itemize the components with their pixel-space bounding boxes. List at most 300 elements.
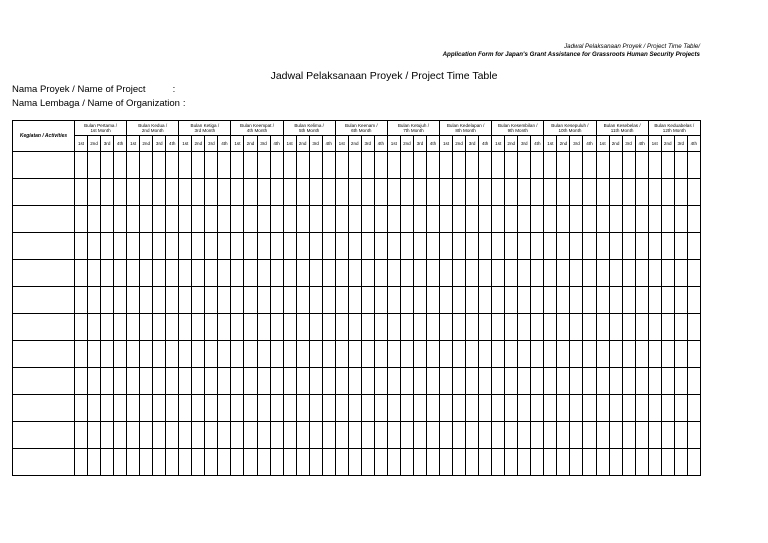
activity-cell[interactable] — [13, 179, 75, 206]
schedule-cell[interactable] — [609, 314, 622, 341]
schedule-cell[interactable] — [88, 287, 101, 314]
schedule-cell[interactable] — [205, 422, 218, 449]
schedule-cell[interactable] — [400, 395, 413, 422]
schedule-cell[interactable] — [492, 206, 505, 233]
schedule-cell[interactable] — [531, 449, 544, 476]
schedule-cell[interactable] — [374, 287, 387, 314]
schedule-cell[interactable] — [426, 395, 439, 422]
schedule-cell[interactable] — [127, 233, 140, 260]
schedule-cell[interactable] — [400, 449, 413, 476]
schedule-cell[interactable] — [596, 233, 609, 260]
schedule-cell[interactable] — [648, 287, 661, 314]
schedule-cell[interactable] — [205, 233, 218, 260]
schedule-cell[interactable] — [687, 179, 700, 206]
schedule-cell[interactable] — [218, 422, 231, 449]
schedule-cell[interactable] — [622, 233, 635, 260]
schedule-cell[interactable] — [531, 260, 544, 287]
schedule-cell[interactable] — [518, 287, 531, 314]
schedule-cell[interactable] — [479, 314, 492, 341]
schedule-cell[interactable] — [322, 449, 335, 476]
schedule-cell[interactable] — [231, 206, 244, 233]
schedule-cell[interactable] — [544, 422, 557, 449]
schedule-cell[interactable] — [505, 341, 518, 368]
activity-cell[interactable] — [13, 395, 75, 422]
schedule-cell[interactable] — [374, 368, 387, 395]
schedule-cell[interactable] — [622, 152, 635, 179]
schedule-cell[interactable] — [270, 179, 283, 206]
schedule-cell[interactable] — [153, 152, 166, 179]
schedule-cell[interactable] — [101, 422, 114, 449]
schedule-cell[interactable] — [492, 422, 505, 449]
schedule-cell[interactable] — [544, 287, 557, 314]
schedule-cell[interactable] — [179, 260, 192, 287]
schedule-cell[interactable] — [270, 422, 283, 449]
schedule-cell[interactable] — [635, 395, 648, 422]
schedule-cell[interactable] — [400, 233, 413, 260]
schedule-cell[interactable] — [557, 179, 570, 206]
schedule-cell[interactable] — [257, 287, 270, 314]
schedule-cell[interactable] — [75, 233, 88, 260]
schedule-cell[interactable] — [453, 395, 466, 422]
schedule-cell[interactable] — [361, 233, 374, 260]
schedule-cell[interactable] — [101, 449, 114, 476]
schedule-cell[interactable] — [596, 179, 609, 206]
schedule-cell[interactable] — [518, 152, 531, 179]
schedule-cell[interactable] — [453, 179, 466, 206]
activity-cell[interactable] — [13, 152, 75, 179]
schedule-cell[interactable] — [166, 341, 179, 368]
schedule-cell[interactable] — [596, 341, 609, 368]
schedule-cell[interactable] — [114, 179, 127, 206]
schedule-cell[interactable] — [309, 260, 322, 287]
schedule-cell[interactable] — [361, 422, 374, 449]
schedule-cell[interactable] — [231, 152, 244, 179]
schedule-cell[interactable] — [374, 395, 387, 422]
schedule-cell[interactable] — [622, 287, 635, 314]
schedule-cell[interactable] — [335, 206, 348, 233]
schedule-cell[interactable] — [440, 152, 453, 179]
schedule-cell[interactable] — [101, 179, 114, 206]
schedule-cell[interactable] — [257, 206, 270, 233]
schedule-cell[interactable] — [426, 179, 439, 206]
schedule-cell[interactable] — [348, 422, 361, 449]
schedule-cell[interactable] — [453, 314, 466, 341]
schedule-cell[interactable] — [88, 422, 101, 449]
schedule-cell[interactable] — [687, 368, 700, 395]
schedule-cell[interactable] — [687, 152, 700, 179]
schedule-cell[interactable] — [296, 449, 309, 476]
schedule-cell[interactable] — [179, 395, 192, 422]
schedule-cell[interactable] — [114, 395, 127, 422]
schedule-cell[interactable] — [674, 179, 687, 206]
schedule-cell[interactable] — [322, 395, 335, 422]
schedule-cell[interactable] — [257, 395, 270, 422]
schedule-cell[interactable] — [570, 422, 583, 449]
schedule-cell[interactable] — [635, 422, 648, 449]
schedule-cell[interactable] — [387, 152, 400, 179]
schedule-cell[interactable] — [140, 233, 153, 260]
schedule-cell[interactable] — [531, 179, 544, 206]
schedule-cell[interactable] — [205, 314, 218, 341]
schedule-cell[interactable] — [153, 422, 166, 449]
schedule-cell[interactable] — [166, 314, 179, 341]
schedule-cell[interactable] — [361, 260, 374, 287]
schedule-cell[interactable] — [231, 179, 244, 206]
schedule-cell[interactable] — [609, 179, 622, 206]
schedule-cell[interactable] — [127, 368, 140, 395]
schedule-cell[interactable] — [687, 206, 700, 233]
schedule-cell[interactable] — [205, 287, 218, 314]
schedule-cell[interactable] — [570, 233, 583, 260]
schedule-cell[interactable] — [440, 395, 453, 422]
schedule-cell[interactable] — [361, 341, 374, 368]
schedule-cell[interactable] — [544, 260, 557, 287]
schedule-cell[interactable] — [257, 422, 270, 449]
schedule-cell[interactable] — [374, 341, 387, 368]
schedule-cell[interactable] — [648, 422, 661, 449]
schedule-cell[interactable] — [453, 260, 466, 287]
schedule-cell[interactable] — [270, 368, 283, 395]
schedule-cell[interactable] — [648, 449, 661, 476]
activity-cell[interactable] — [13, 287, 75, 314]
schedule-cell[interactable] — [140, 341, 153, 368]
schedule-cell[interactable] — [531, 152, 544, 179]
schedule-cell[interactable] — [505, 152, 518, 179]
schedule-cell[interactable] — [270, 395, 283, 422]
schedule-cell[interactable] — [348, 152, 361, 179]
schedule-cell[interactable] — [75, 206, 88, 233]
activity-cell[interactable] — [13, 206, 75, 233]
schedule-cell[interactable] — [283, 341, 296, 368]
schedule-cell[interactable] — [518, 314, 531, 341]
schedule-cell[interactable] — [166, 152, 179, 179]
schedule-cell[interactable] — [88, 233, 101, 260]
schedule-cell[interactable] — [335, 395, 348, 422]
schedule-cell[interactable] — [140, 314, 153, 341]
project-name-field[interactable] — [12, 84, 175, 95]
schedule-cell[interactable] — [426, 422, 439, 449]
schedule-cell[interactable] — [648, 260, 661, 287]
schedule-cell[interactable] — [440, 314, 453, 341]
schedule-cell[interactable] — [348, 179, 361, 206]
schedule-cell[interactable] — [479, 449, 492, 476]
schedule-cell[interactable] — [309, 287, 322, 314]
schedule-cell[interactable] — [270, 206, 283, 233]
schedule-cell[interactable] — [75, 422, 88, 449]
schedule-cell[interactable] — [127, 395, 140, 422]
schedule-cell[interactable] — [570, 206, 583, 233]
schedule-cell[interactable] — [426, 233, 439, 260]
schedule-cell[interactable] — [218, 368, 231, 395]
schedule-cell[interactable] — [466, 449, 479, 476]
schedule-cell[interactable] — [609, 395, 622, 422]
schedule-cell[interactable] — [231, 314, 244, 341]
schedule-cell[interactable] — [192, 449, 205, 476]
schedule-cell[interactable] — [270, 233, 283, 260]
schedule-cell[interactable] — [661, 341, 674, 368]
schedule-cell[interactable] — [348, 449, 361, 476]
schedule-cell[interactable] — [296, 395, 309, 422]
schedule-cell[interactable] — [283, 395, 296, 422]
activity-cell[interactable] — [13, 341, 75, 368]
schedule-cell[interactable] — [635, 206, 648, 233]
schedule-cell[interactable] — [648, 368, 661, 395]
schedule-cell[interactable] — [348, 395, 361, 422]
schedule-cell[interactable] — [687, 233, 700, 260]
schedule-cell[interactable] — [296, 287, 309, 314]
schedule-cell[interactable] — [283, 422, 296, 449]
schedule-cell[interactable] — [466, 152, 479, 179]
schedule-cell[interactable] — [140, 395, 153, 422]
schedule-cell[interactable] — [518, 422, 531, 449]
schedule-cell[interactable] — [505, 233, 518, 260]
schedule-cell[interactable] — [192, 368, 205, 395]
schedule-cell[interactable] — [166, 179, 179, 206]
schedule-cell[interactable] — [166, 422, 179, 449]
schedule-cell[interactable] — [466, 179, 479, 206]
schedule-cell[interactable] — [322, 314, 335, 341]
schedule-cell[interactable] — [153, 287, 166, 314]
schedule-cell[interactable] — [544, 233, 557, 260]
schedule-cell[interactable] — [570, 449, 583, 476]
schedule-cell[interactable] — [257, 368, 270, 395]
schedule-cell[interactable] — [231, 260, 244, 287]
schedule-cell[interactable] — [309, 449, 322, 476]
schedule-cell[interactable] — [544, 368, 557, 395]
schedule-cell[interactable] — [466, 233, 479, 260]
schedule-cell[interactable] — [557, 152, 570, 179]
schedule-cell[interactable] — [166, 206, 179, 233]
schedule-cell[interactable] — [179, 422, 192, 449]
schedule-cell[interactable] — [244, 152, 257, 179]
schedule-cell[interactable] — [583, 233, 596, 260]
schedule-cell[interactable] — [453, 287, 466, 314]
schedule-cell[interactable] — [114, 368, 127, 395]
schedule-cell[interactable] — [387, 341, 400, 368]
schedule-cell[interactable] — [387, 233, 400, 260]
schedule-cell[interactable] — [322, 422, 335, 449]
schedule-cell[interactable] — [531, 314, 544, 341]
schedule-cell[interactable] — [661, 314, 674, 341]
schedule-cell[interactable] — [583, 260, 596, 287]
schedule-cell[interactable] — [400, 341, 413, 368]
schedule-cell[interactable] — [518, 206, 531, 233]
schedule-cell[interactable] — [387, 206, 400, 233]
schedule-cell[interactable] — [557, 314, 570, 341]
schedule-cell[interactable] — [492, 152, 505, 179]
schedule-cell[interactable] — [179, 449, 192, 476]
schedule-cell[interactable] — [192, 341, 205, 368]
schedule-cell[interactable] — [426, 152, 439, 179]
schedule-cell[interactable] — [453, 368, 466, 395]
schedule-cell[interactable] — [596, 314, 609, 341]
schedule-cell[interactable] — [205, 368, 218, 395]
schedule-cell[interactable] — [348, 314, 361, 341]
schedule-cell[interactable] — [179, 152, 192, 179]
schedule-cell[interactable] — [609, 341, 622, 368]
schedule-cell[interactable] — [179, 206, 192, 233]
schedule-cell[interactable] — [192, 287, 205, 314]
schedule-cell[interactable] — [387, 368, 400, 395]
schedule-cell[interactable] — [75, 449, 88, 476]
schedule-cell[interactable] — [505, 260, 518, 287]
schedule-cell[interactable] — [127, 260, 140, 287]
schedule-cell[interactable] — [335, 152, 348, 179]
schedule-cell[interactable] — [492, 368, 505, 395]
schedule-cell[interactable] — [296, 341, 309, 368]
schedule-cell[interactable] — [231, 287, 244, 314]
schedule-cell[interactable] — [557, 341, 570, 368]
schedule-cell[interactable] — [348, 260, 361, 287]
schedule-cell[interactable] — [505, 422, 518, 449]
schedule-cell[interactable] — [453, 422, 466, 449]
schedule-cell[interactable] — [296, 206, 309, 233]
schedule-cell[interactable] — [166, 395, 179, 422]
schedule-cell[interactable] — [453, 449, 466, 476]
schedule-cell[interactable] — [335, 422, 348, 449]
schedule-cell[interactable] — [257, 233, 270, 260]
schedule-cell[interactable] — [101, 287, 114, 314]
schedule-cell[interactable] — [231, 341, 244, 368]
schedule-cell[interactable] — [374, 449, 387, 476]
schedule-cell[interactable] — [218, 233, 231, 260]
schedule-cell[interactable] — [492, 233, 505, 260]
schedule-cell[interactable] — [518, 179, 531, 206]
schedule-cell[interactable] — [661, 368, 674, 395]
schedule-cell[interactable] — [309, 179, 322, 206]
schedule-cell[interactable] — [387, 179, 400, 206]
schedule-cell[interactable] — [661, 422, 674, 449]
schedule-cell[interactable] — [466, 341, 479, 368]
schedule-cell[interactable] — [361, 179, 374, 206]
schedule-cell[interactable] — [609, 206, 622, 233]
schedule-cell[interactable] — [661, 449, 674, 476]
activity-cell[interactable] — [13, 260, 75, 287]
schedule-cell[interactable] — [687, 260, 700, 287]
schedule-cell[interactable] — [218, 179, 231, 206]
schedule-cell[interactable] — [387, 260, 400, 287]
schedule-cell[interactable] — [648, 395, 661, 422]
schedule-cell[interactable] — [635, 368, 648, 395]
schedule-cell[interactable] — [361, 449, 374, 476]
schedule-cell[interactable] — [687, 314, 700, 341]
schedule-cell[interactable] — [426, 260, 439, 287]
schedule-cell[interactable] — [492, 179, 505, 206]
schedule-cell[interactable] — [596, 260, 609, 287]
schedule-cell[interactable] — [505, 395, 518, 422]
schedule-cell[interactable] — [674, 287, 687, 314]
schedule-cell[interactable] — [101, 152, 114, 179]
schedule-cell[interactable] — [244, 422, 257, 449]
schedule-cell[interactable] — [544, 341, 557, 368]
activity-cell[interactable] — [13, 314, 75, 341]
schedule-cell[interactable] — [674, 368, 687, 395]
schedule-cell[interactable] — [453, 206, 466, 233]
schedule-cell[interactable] — [244, 179, 257, 206]
schedule-cell[interactable] — [687, 422, 700, 449]
schedule-cell[interactable] — [648, 341, 661, 368]
schedule-cell[interactable] — [387, 395, 400, 422]
schedule-cell[interactable] — [479, 152, 492, 179]
schedule-cell[interactable] — [309, 368, 322, 395]
schedule-cell[interactable] — [192, 395, 205, 422]
schedule-cell[interactable] — [466, 422, 479, 449]
schedule-cell[interactable] — [374, 314, 387, 341]
schedule-cell[interactable] — [88, 206, 101, 233]
schedule-cell[interactable] — [179, 287, 192, 314]
schedule-cell[interactable] — [531, 368, 544, 395]
schedule-cell[interactable] — [127, 287, 140, 314]
schedule-cell[interactable] — [192, 233, 205, 260]
schedule-cell[interactable] — [648, 233, 661, 260]
schedule-cell[interactable] — [270, 449, 283, 476]
activity-cell[interactable] — [13, 233, 75, 260]
schedule-cell[interactable] — [440, 206, 453, 233]
schedule-cell[interactable] — [114, 233, 127, 260]
schedule-cell[interactable] — [348, 368, 361, 395]
schedule-cell[interactable] — [622, 341, 635, 368]
schedule-cell[interactable] — [153, 341, 166, 368]
schedule-cell[interactable] — [687, 341, 700, 368]
schedule-cell[interactable] — [140, 368, 153, 395]
schedule-cell[interactable] — [426, 341, 439, 368]
schedule-cell[interactable] — [231, 449, 244, 476]
schedule-cell[interactable] — [283, 179, 296, 206]
schedule-cell[interactable] — [231, 233, 244, 260]
schedule-cell[interactable] — [335, 341, 348, 368]
schedule-cell[interactable] — [205, 179, 218, 206]
schedule-cell[interactable] — [479, 368, 492, 395]
schedule-cell[interactable] — [426, 314, 439, 341]
schedule-cell[interactable] — [75, 152, 88, 179]
schedule-cell[interactable] — [127, 152, 140, 179]
schedule-cell[interactable] — [413, 368, 426, 395]
schedule-cell[interactable] — [205, 341, 218, 368]
schedule-cell[interactable] — [231, 368, 244, 395]
schedule-cell[interactable] — [661, 179, 674, 206]
schedule-cell[interactable] — [596, 449, 609, 476]
schedule-cell[interactable] — [75, 287, 88, 314]
schedule-cell[interactable] — [426, 368, 439, 395]
schedule-cell[interactable] — [479, 179, 492, 206]
activity-cell[interactable] — [13, 449, 75, 476]
schedule-cell[interactable] — [661, 233, 674, 260]
schedule-cell[interactable] — [661, 206, 674, 233]
schedule-cell[interactable] — [479, 287, 492, 314]
schedule-cell[interactable] — [400, 152, 413, 179]
schedule-cell[interactable] — [127, 314, 140, 341]
schedule-cell[interactable] — [440, 287, 453, 314]
schedule-cell[interactable] — [192, 260, 205, 287]
schedule-cell[interactable] — [114, 449, 127, 476]
schedule-cell[interactable] — [348, 233, 361, 260]
schedule-cell[interactable] — [596, 287, 609, 314]
schedule-cell[interactable] — [453, 233, 466, 260]
schedule-cell[interactable] — [557, 260, 570, 287]
organization-name-field[interactable] — [12, 98, 186, 109]
schedule-cell[interactable] — [466, 314, 479, 341]
schedule-cell[interactable] — [400, 260, 413, 287]
schedule-cell[interactable] — [205, 260, 218, 287]
schedule-cell[interactable] — [361, 152, 374, 179]
schedule-cell[interactable] — [283, 449, 296, 476]
schedule-cell[interactable] — [400, 179, 413, 206]
schedule-cell[interactable] — [127, 206, 140, 233]
schedule-cell[interactable] — [166, 449, 179, 476]
schedule-cell[interactable] — [505, 206, 518, 233]
schedule-cell[interactable] — [648, 314, 661, 341]
schedule-cell[interactable] — [257, 314, 270, 341]
